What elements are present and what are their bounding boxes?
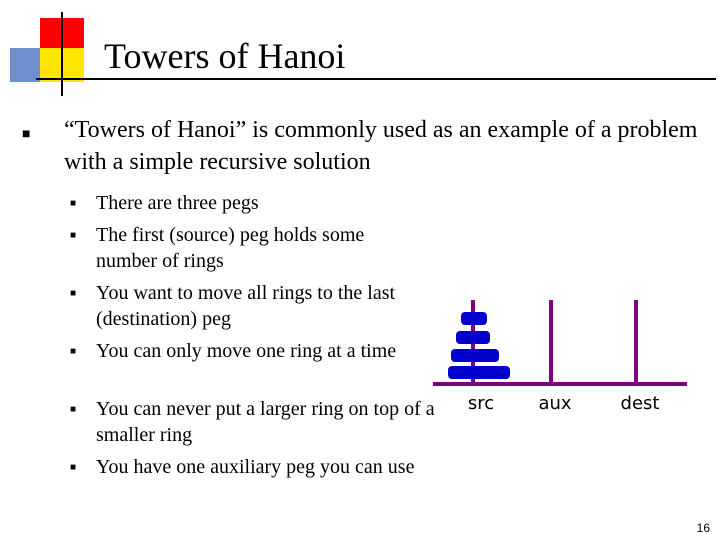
hanoi-diagram: [425, 290, 695, 420]
sub-point: You can only move one ring at a time: [96, 340, 397, 362]
square-bullet-icon: ■: [22, 127, 31, 142]
ring: [451, 349, 499, 362]
sub-point: You have one auxiliary peg you can use: [96, 456, 415, 478]
title-decoration-vertical-line: [61, 12, 63, 96]
peg-aux: [549, 300, 553, 384]
sub-point: You can never put a larger ring on top of a smaller ring: [96, 398, 435, 446]
square-bullet-icon: ■: [70, 346, 77, 357]
sub-point: The first (source) peg holds some number of rings: [96, 224, 365, 272]
ring: [461, 312, 487, 325]
square-bullet-icon: ■: [70, 404, 77, 415]
square-bullet-icon: ■: [70, 288, 77, 299]
peg-label-aux: aux: [538, 393, 572, 414]
square-bullet-icon: ■: [70, 230, 77, 241]
main-point: “Towers of Hanoi” is commonly used as an example of a problem with a simple recursive solution: [64, 117, 698, 175]
title-underline: [36, 78, 716, 80]
slide-title: Towers of Hanoi: [104, 36, 346, 76]
sub-points-list: [0, 190, 440, 510]
page-number: 16: [696, 521, 710, 535]
sub-point: There are three pegs: [96, 192, 259, 214]
square-bullet-icon: ■: [70, 462, 77, 473]
peg-dest: [634, 300, 638, 384]
ring: [456, 331, 490, 344]
ring: [448, 366, 510, 379]
square-bullet-icon: ■: [70, 198, 77, 209]
peg-label-src: src: [467, 393, 495, 414]
sub-point: You want to move all rings to the last (destination) peg: [96, 282, 396, 330]
peg-label-dest: dest: [620, 393, 660, 414]
